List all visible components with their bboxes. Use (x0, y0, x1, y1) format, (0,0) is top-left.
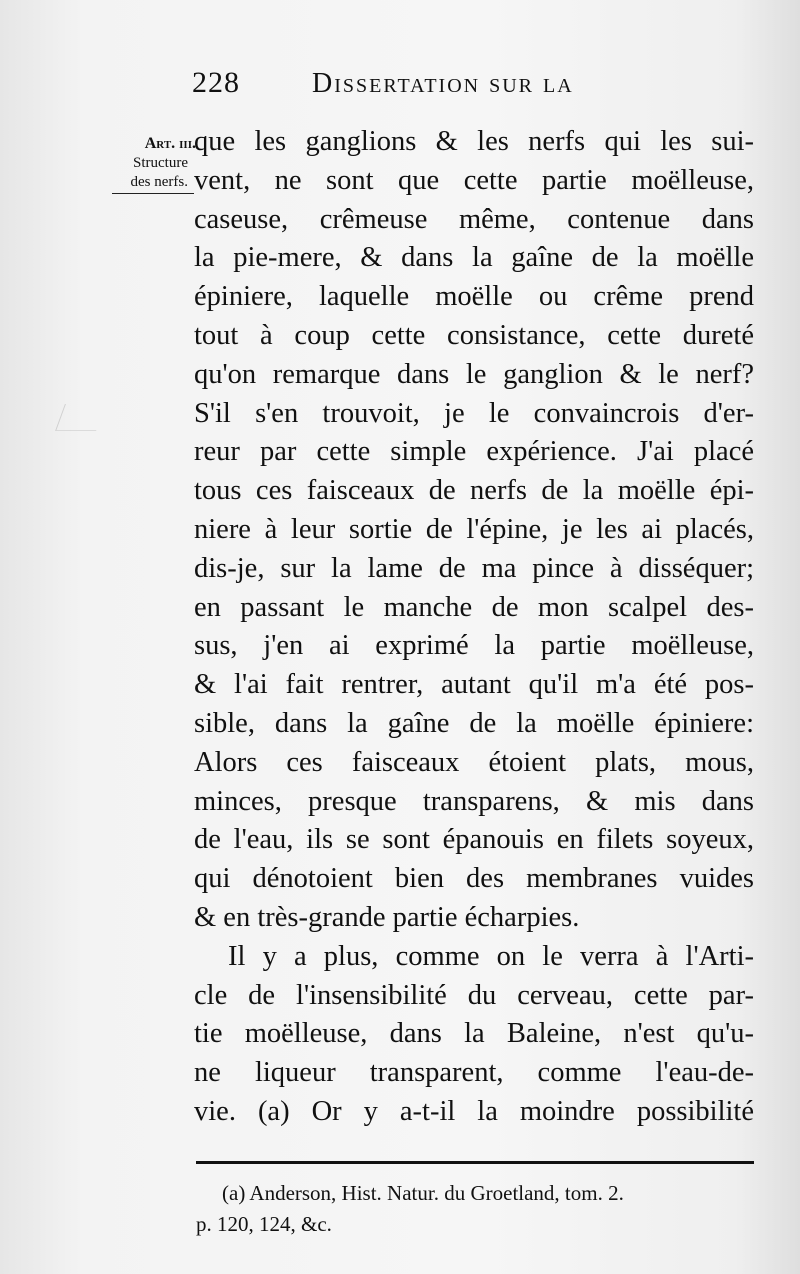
text-line: vent, ne sont que cette partie moëlleuse, (194, 164, 754, 196)
text-line: tous ces faisceaux de nerfs de la moëlle épi- (194, 475, 754, 507)
text-line: que les ganglions & les nerfs qui les sui- (194, 126, 754, 157)
text-line: dis-je, sur la lame de ma pince à disséquer; (194, 552, 754, 584)
text-line: qu'on remarque dans le ganglion & le nerf? (194, 358, 754, 390)
footnote-divider (196, 1161, 754, 1164)
text-line: tout à coup cette consistance, cette dureté (194, 319, 754, 351)
page-header (0, 66, 800, 106)
text-line: épiniere, laquelle moëlle ou crême prend (194, 281, 754, 313)
text-line: Alors ces faisceaux étoient plats, mous, (194, 746, 754, 778)
text-line: tie moëlleuse, dans la Baleine, n'est qu'u- (194, 1018, 754, 1050)
margin-note (86, 134, 196, 192)
text-line: reur par cette simple expérience. J'ai placé (194, 436, 754, 468)
page-number: 228 (192, 66, 240, 99)
text-line: ne liqueur transparent, comme l'eau-de- (194, 1057, 754, 1089)
footnote (196, 1178, 758, 1240)
text-line: de l'eau, ils se sont épanouis en filets soyeux, (194, 824, 754, 856)
text-line: Il y a plus, comme on le verra à l'Arti- (228, 940, 754, 972)
margin-structure-label: Structure (133, 155, 188, 171)
text-line: sus, j'en ai exprimé la partie moëlleuse, (194, 630, 754, 662)
text-line: S'il s'en trouvoit, je le convaincrois d'er- (194, 397, 754, 429)
text-line: qui dénotoient bien des membranes vuides (194, 863, 754, 895)
footnote-line: p. 120, 124, &c. (196, 1212, 332, 1236)
stray-ink-mark (55, 404, 106, 431)
margin-divider (112, 193, 194, 194)
margin-article-label: Art. iii. (144, 135, 196, 152)
margin-nerves-label: des nerfs. (130, 174, 188, 190)
text-line: minces, presque transparens, & mis dans (194, 785, 754, 817)
running-head: Dissertation sur la (312, 68, 574, 99)
text-line: niere à leur sortie de l'épine, je les ai placés, (194, 513, 754, 545)
body-text (194, 123, 754, 1132)
text-line: cle de l'insensibilité du cerveau, cette par- (194, 979, 754, 1011)
text-line: caseuse, crêmeuse même, contenue dans (194, 203, 754, 235)
footnote-line: (a) Anderson, Hist. Natur. du Groetland, tom. 2. (222, 1181, 624, 1205)
text-line: & l'ai fait rentrer, autant qu'il m'a été pos- (194, 669, 754, 701)
text-line: vie. (a) Or y a-t-il la moindre possibilité (194, 1095, 754, 1127)
text-line: la pie-mere, & dans la gaîne de la moëlle (194, 242, 754, 274)
text-line: en passant le manche de mon scalpel des- (194, 591, 754, 623)
text-line: sible, dans la gaîne de la moëlle épiniere: (194, 707, 754, 739)
text-line: & en très-grande partie écharpies. (194, 901, 580, 933)
